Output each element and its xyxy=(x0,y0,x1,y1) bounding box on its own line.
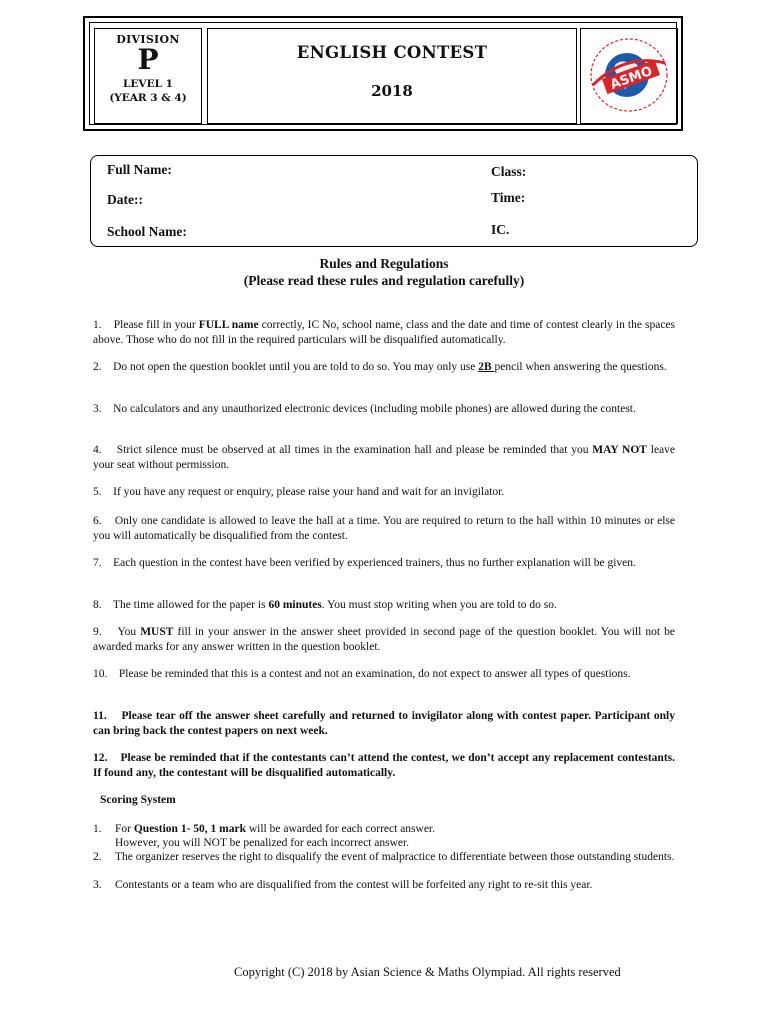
text-run: Contestants or a team who are disqualified from the contest will be forfeited any right to re-sit this year. xyxy=(115,879,593,891)
scoring-title: Scoring System xyxy=(100,794,176,806)
rule-item xyxy=(93,514,675,543)
text-run: Please tear off the answer sheet carefully and returned to invigilator along with contest paper. Participant only can bring back the contest papers on next week. xyxy=(93,710,675,737)
ic-label: IC. xyxy=(491,222,510,237)
text-run: pencil when answering the questions. xyxy=(494,361,667,373)
text-run: . You must stop writing when you are told to do so. xyxy=(321,599,557,611)
text-run: Do not open the question booklet until you are told to do so. You may only use xyxy=(113,361,479,373)
scoring-text-line2: However, you will NOT be penalized for each incorrect answer. xyxy=(115,837,410,849)
rule-item xyxy=(93,402,675,417)
rule-number: 11. xyxy=(93,710,122,722)
rule-item xyxy=(93,709,675,738)
scoring-number: 3. xyxy=(93,879,102,891)
text-run: Please fill in your xyxy=(113,319,199,331)
scoring-number: 2. xyxy=(93,851,102,863)
text-run: The time allowed for the paper is xyxy=(112,599,269,611)
rule-item xyxy=(93,751,675,780)
contest-title: ENGLISH CONTEST xyxy=(296,43,488,62)
full-name-label: Full Name: xyxy=(107,162,172,177)
emphasis-text: 60 minutes xyxy=(268,599,322,611)
rule-item xyxy=(93,667,675,682)
rule-number: 1. xyxy=(93,319,114,331)
rule-number: 10. xyxy=(93,668,119,680)
text-run: Strict silence must be observed at all times in the examination hall and please be reminded that you xyxy=(116,444,593,456)
class-label: Class: xyxy=(491,164,527,179)
rule-number: 2. xyxy=(93,361,114,373)
text-run: No calculators and any unauthorized electronic devices (including mobile phones) are allowed during the contest. xyxy=(113,403,636,415)
scoring-item xyxy=(93,850,675,864)
rule-number: 8. xyxy=(93,599,113,611)
title-box xyxy=(207,28,577,124)
logo-box xyxy=(580,28,678,124)
asmo-logo-icon xyxy=(585,33,673,119)
level-line-2: (YEAR 3 & 4) xyxy=(109,92,187,104)
rule-number: 12. xyxy=(93,752,121,764)
scoring-text xyxy=(115,878,675,892)
division-letter: P xyxy=(137,43,159,76)
header-inner-frame xyxy=(89,22,677,125)
rule-item xyxy=(93,318,675,347)
division-label: DIVISION xyxy=(116,33,180,46)
text-run: Please be reminded that this is a contest and not an examination, do not expect to answer all types of questions. xyxy=(118,668,631,680)
date-label: Date:: xyxy=(107,192,143,207)
logo-text: ASMO xyxy=(608,63,655,93)
emphasis-text: MUST xyxy=(140,626,174,638)
rule-item xyxy=(93,360,675,375)
copyright-notice: Copyright (C) 2018 by Asian Science & Maths Olympiad. All rights reserved xyxy=(234,965,621,979)
school-name-label: School Name: xyxy=(107,224,187,239)
underlined-text: 2B xyxy=(478,361,495,373)
rules-subtitle: (Please read these rules and regulation carefully) xyxy=(243,273,525,288)
text-run: fill in your answer in the answer sheet provided in second page of the question booklet. You will not be awarded marks for any answer written in the question booklet. xyxy=(93,626,675,653)
level-line-1: LEVEL 1 xyxy=(123,78,173,90)
emphasis-text: MAY NOT xyxy=(592,444,647,456)
scoring-text xyxy=(115,822,675,850)
header-frame xyxy=(83,16,683,131)
rule-item xyxy=(93,556,675,571)
text-run: The organizer reserves the right to disqualify the event of malpractice to differentiate between those outstanding students. xyxy=(115,851,675,863)
text-run: will be awarded for each correct answer. xyxy=(245,823,435,835)
text-run: leave your seat without permission. xyxy=(93,444,676,471)
rule-number: 5. xyxy=(93,486,114,498)
rule-number: 3. xyxy=(93,403,114,415)
rule-item xyxy=(93,598,675,613)
text-run: Please be reminded that if the contestants can’t attend the contest, we don’t accept any replacement contestants. If found any, the contestant will be disqualified automatically. xyxy=(93,752,676,779)
rule-number: 7. xyxy=(93,557,114,569)
rule-item xyxy=(93,443,675,472)
text-run: If you have any request or enquiry, please raise your hand and wait for an invigilator. xyxy=(113,486,505,498)
particulars-box xyxy=(90,155,698,247)
emphasis-text: FULL name xyxy=(198,319,259,331)
emphasis-text: Question 1- 50, 1 mark xyxy=(133,823,246,835)
scoring-number: 1. xyxy=(93,823,102,835)
rule-item xyxy=(93,625,675,654)
rule-item xyxy=(93,485,675,500)
rule-number: 6. xyxy=(93,515,115,527)
contest-year: 2018 xyxy=(371,82,413,100)
scoring-item xyxy=(93,822,675,850)
text-run: Each question in the contest have been verified by experienced trainers, thus no further explanation will be given. xyxy=(113,557,636,569)
rule-number: 9. xyxy=(93,626,118,638)
text-run: Only one candidate is allowed to leave the hall at a time. You are required to return to the hall within 10 minutes or else you will automatically be disqualified from the contest. xyxy=(93,515,676,542)
scoring-text xyxy=(115,850,675,864)
text-run: You xyxy=(117,626,141,638)
text-run: For xyxy=(115,823,134,835)
scoring-item xyxy=(93,878,675,892)
division-box xyxy=(94,28,202,124)
text-run: correctly, IC No, school name, class and the date and time of contest clearly in the spaces above. Those who do not fill in the required particulars will be disqualified automatically. xyxy=(93,319,676,346)
rule-number: 4. xyxy=(93,444,117,456)
rules-title: Rules and Regulations xyxy=(319,256,449,271)
time-label: Time: xyxy=(491,190,526,205)
